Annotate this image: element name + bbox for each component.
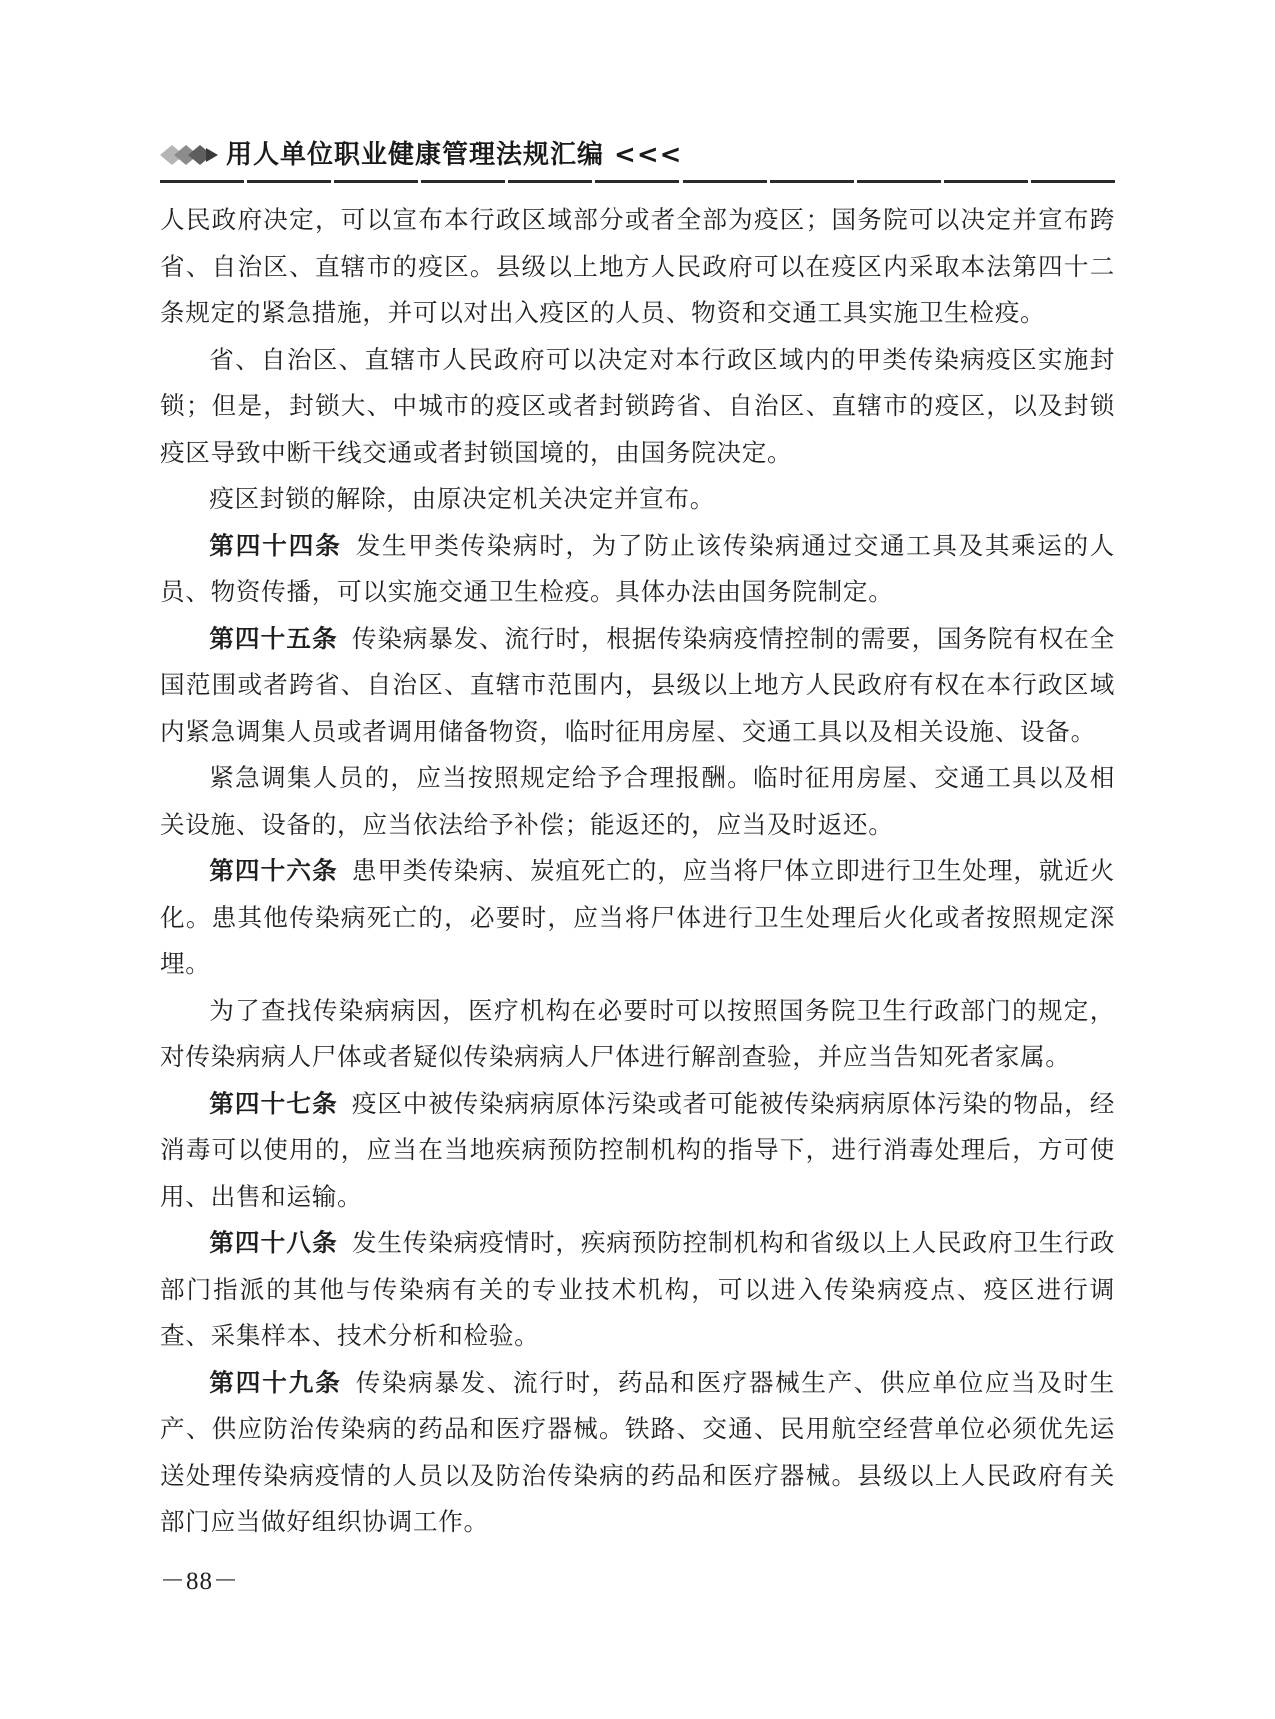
paragraph-text: 发生传染病疫情时，疾病预防控制机构和省级以上人民政府卫生行政部门指派的其他与传染病有关的专业技术机构，可以进入传染病疫点、疫区进行调查、采集样本、技术分析和检验。 bbox=[160, 1228, 1115, 1350]
paragraph-text: 省、自治区、直辖市人民政府可以决定对本行政区域内的甲类传染病疫区实施封锁；但是，封锁大、中城市的疫区或者封锁跨省、自治区、直辖市的疫区，以及封锁疫区导致中断干线交通或者封锁国境的，由国务院决定。 bbox=[160, 344, 1115, 467]
article-number: 第四十四条 bbox=[209, 530, 342, 560]
article-paragraph bbox=[160, 1360, 1115, 1546]
body-text bbox=[160, 197, 1115, 1546]
article-paragraph bbox=[160, 523, 1115, 616]
header-rule bbox=[160, 180, 1115, 184]
article-paragraph bbox=[160, 616, 1115, 756]
article-paragraph bbox=[160, 1081, 1115, 1221]
paragraph-text: 传染病暴发、流行时，根据传染病疫情控制的需要，国务院有权在全国范围或者跨省、自治区、直辖市范围内，县级以上地方人民政府有权在本行政区域内紧急调集人员或者调用储备物资，临时征用房屋、交通工具以及相关设施、设备。 bbox=[160, 623, 1115, 746]
page-number: －88－ bbox=[160, 1568, 240, 1595]
diamond-arrow-icon bbox=[160, 142, 220, 168]
paragraph-text: 传染病暴发、流行时，药品和医疗器械生产、供应单位应当及时生产、供应防治传染病的药品和医疗器械。铁路、交通、民用航空经营单位必须优先运送处理传染病疫情的人员以及防治传染病的药品和医疗器械。县级以上人民政府有关部门应当做好组织协调工作。 bbox=[160, 1367, 1115, 1536]
article-number: 第四十七条 bbox=[209, 1088, 338, 1118]
paragraph-text: 疫区中被传染病病原体污染或者可能被传染病病原体污染的物品，经消毒可以使用的，应当在当地疾病预防控制机构的指导下，进行消毒处理后，方可使用、出售和运输。 bbox=[160, 1088, 1115, 1211]
article-number: 第四十五条 bbox=[209, 623, 338, 653]
article-number: 第四十六条 bbox=[209, 856, 338, 885]
paragraph-text: 紧急调集人员的，应当按照规定给予合理报酬。临时征用房屋、交通工具以及相关设施、设备的，应当依法给予补偿；能返还的，应当及时返还。 bbox=[160, 763, 1115, 839]
article-number: 第四十八条 bbox=[209, 1228, 338, 1257]
article-paragraph bbox=[160, 848, 1115, 988]
article-paragraph bbox=[160, 1220, 1115, 1360]
paragraph-text: 疫区封锁的解除，由原决定机关决定并宣布。 bbox=[209, 484, 716, 513]
running-header bbox=[160, 138, 1115, 178]
paragraph bbox=[160, 337, 1115, 477]
article-number: 第四十九条 bbox=[209, 1367, 342, 1397]
paragraph bbox=[160, 197, 1115, 337]
paragraph bbox=[160, 988, 1115, 1081]
paragraph bbox=[160, 755, 1115, 848]
paragraph-text: 为了查找传染病病因，医疗机构在必要时可以按照国务院卫生行政部门的规定，对传染病病人尸体或者疑似传染病病人尸体进行解剖查验，并应当告知死者家属。 bbox=[160, 995, 1115, 1071]
paragraph-text: 患甲类传染病、炭疽死亡的，应当将尸体立即进行卫生处理，就近火化。患其他传染病死亡的，必要时，应当将尸体进行卫生处理后火化或者按照规定深埋。 bbox=[160, 856, 1115, 978]
paragraph-text: 人民政府决定，可以宣布本行政区域部分或者全部为疫区；国务院可以决定并宣布跨省、自治区、直辖市的疫区。县级以上地方人民政府可以在疫区内采取本法第四十二条规定的紧急措施，并可以对出入疫区的人员、物资和交通工具实施卫生检疫。 bbox=[160, 205, 1115, 327]
header-title: 用人单位职业健康管理法规汇编 <<< bbox=[226, 140, 683, 170]
paragraph bbox=[160, 476, 1115, 523]
paragraph-text: 发生甲类传染病时，为了防止该传染病通过交通工具及其乘运的人员、物资传播，可以实施交通卫生检疫。具体办法由国务院制定。 bbox=[160, 530, 1115, 606]
